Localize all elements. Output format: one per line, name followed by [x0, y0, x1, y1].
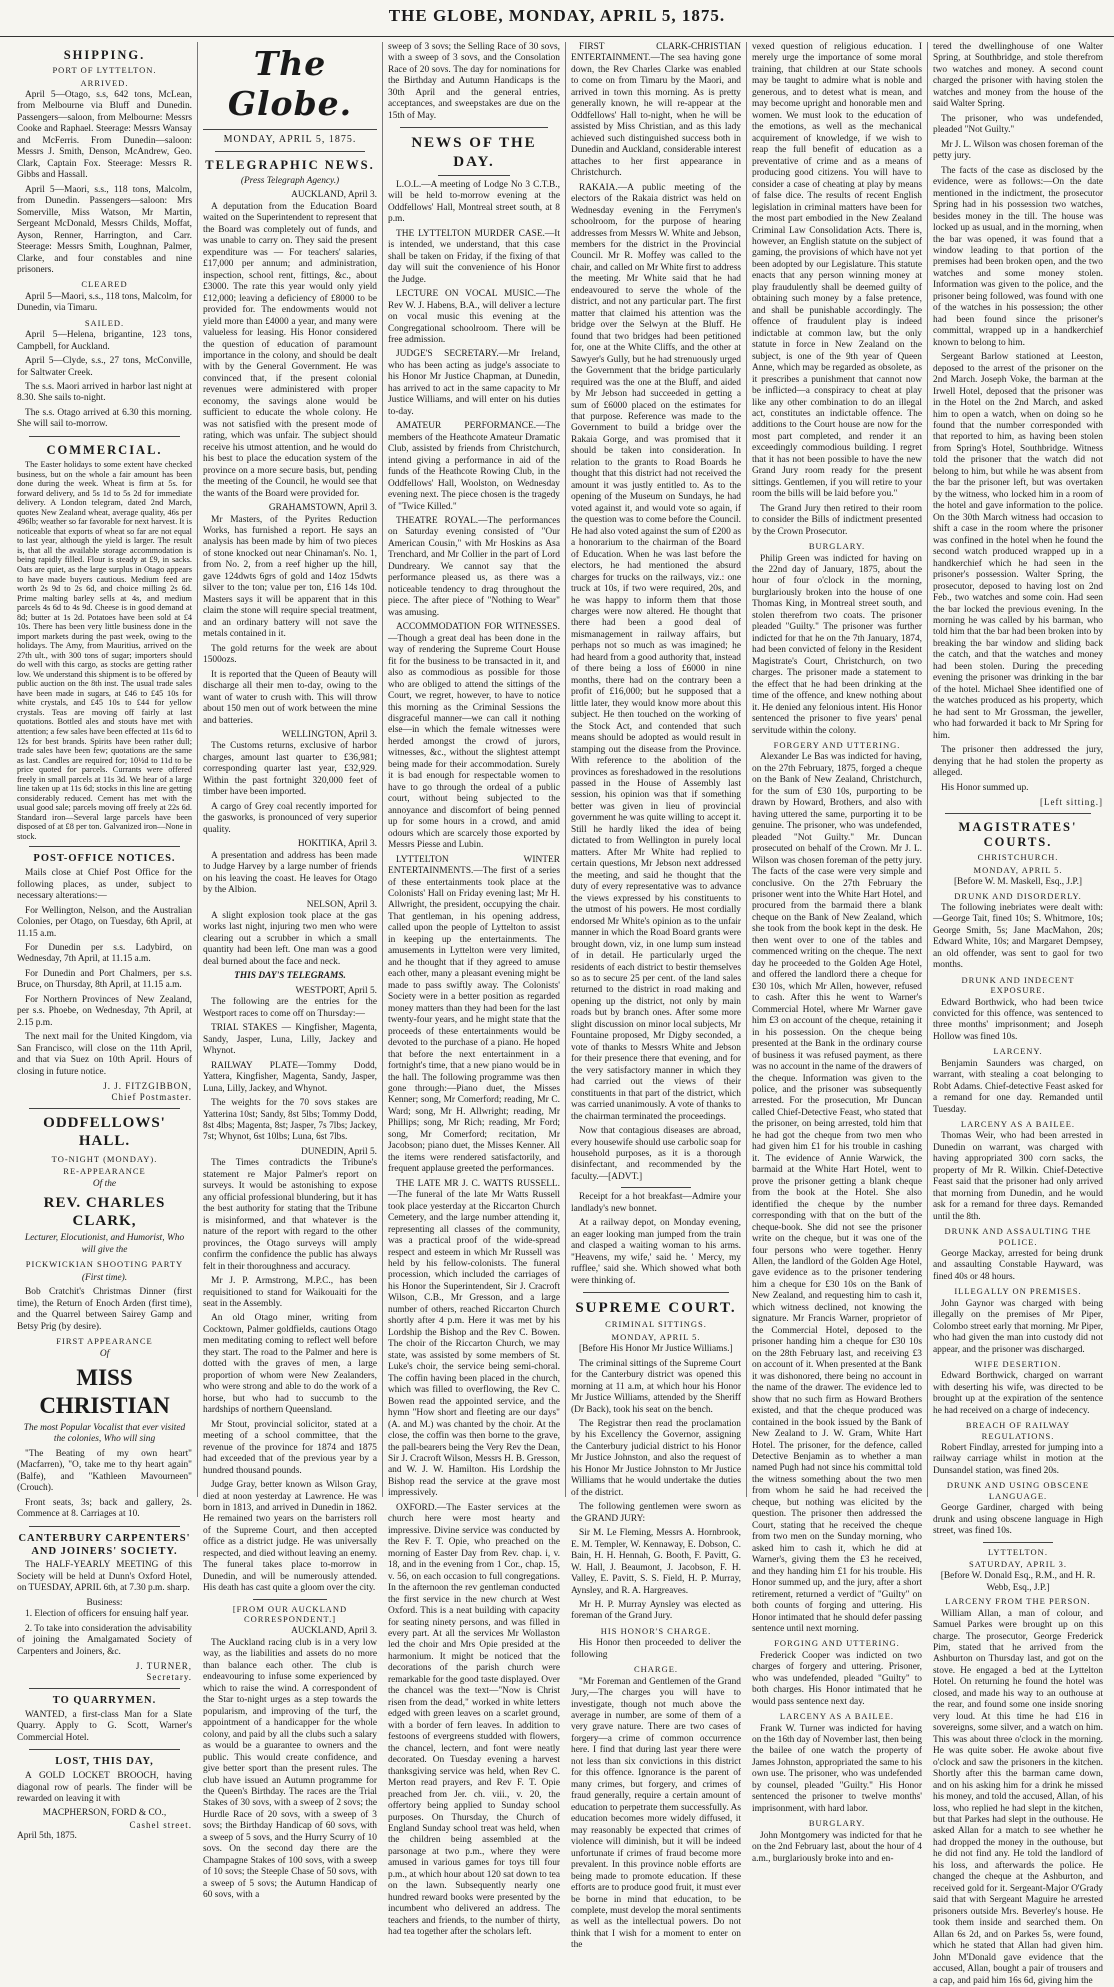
commercial-body: The Easter holidays to some extent have checked business, but on the whole a fair amount has been done during the week. Wheat is firm at 5s. for forward delivery, and 5s 1d to 5s 2d for immediate delivery. A London telegram, dated 2nd March, quotes New Zealand wheat, average quality, 46s per 496lb; weather so far favorable for next harvest. It is noticeable that exports of wheat so far are not equal to last year, although the yield is larger. The result is, that all the available storage accommodation is being rapidly filled. Flour is steady at £9, in sacks. Oats are quiet, as the large surplus in Otago appears to have made buyers cautious. Medium feed are worth 2s 9d to 2s 6d, and choice milling 2s 6d. Prime malting barley sells at 4s, and medium parcels 4s 6d to 4s 9d. Cheese is in good demand at 8d; butter at 1s 2d. Potatoes have been sold at £4 10s. There has been very little business done in the import markets during the past week, owing to the holidays. The Amy, from Mauritius, arrived on the 27th ult., with 300 tons of sugar; importers should do well with this cargo, as stocks are getting rather low. We understand this shipment is to be offered by public auction on the 8th inst. The usual trade sales have been made in sugars, at £46 to £45 10s for white crystals, and £45 10s to £44 for yellow crystals. Teas are moving off fairly at last quotations. Bottled ales and stouts have met with attention; a few sales have been effected at 11s 6d to 12s for best brands. Spirits have been rather dull; trade sales have been few; quotations are the same as last. Candles are required for; 10½d to 11d to be price quoted for parcels. Currants were offered freely in small parcels at 11s 3d. We hear of a large line taken up at 11s 6d; stocks in this line are getting considerably reduced. Cement has met with the usual good sale; parcels moving off freely at 22s 6d. Standard iron—Several large parcels have been disposed of at £8 per ton. Galvanized iron—None in stock. [17, 460, 192, 841]
post-office-para: For Northern Provinces of New Zealand, per s.s. Phoebe, on Wednesday, 7th April, at 2.15 p.m. [17, 994, 192, 1028]
case-body: Benjamin Saunders was charged, on warrant, with stealing a coat belonging to Robt Adams. Chief-detective Feast asked for a remand for one day. Remanded until Tuesday. [933, 1058, 1103, 1115]
telegram-para: The following are the entries for the Westport races to come off on Thursday:— [203, 997, 377, 1019]
telegram-para: A deputation from the Education Board waited on the Superintendent to represent that the Board was completely out of funds, and was unable to carry on. They said the present expenditure was — For teachers' salaries, £17,000 per annum; and administration, inspection, school rent, fittings, &c., about £3000. The rate this year would only yield £12,000; leaving a deficiency of £8000 to be provided for. The endowments would not yield more than £4000 a year, and many were valueless for leasing. His Honor considered the question of education of paramount importance in the colony, and should be dealt with by the General Government. He was convinced that, if the present colonial revenues were administered with proper economy, the savings alone would be sufficient to educate the whole colony. He was not satisfied with the present mode of rating, which was unfair. The subject should receive his utmost attention, and he would do his best to place the education system of the province on a more secure basis, but, pending the meeting of the Council, he would see that the wants of the Board were provided for. [203, 201, 377, 499]
dateline: NELSON, April 3. [306, 899, 377, 910]
case-title: LARCENY AS A BAILEE. [960, 1119, 1076, 1130]
divider [29, 1108, 180, 1109]
post-office-para: The next mail for the United Kingdom, via San Francisco, will close on the 11th April, and that via Suez on 10th April. Hours of closing in future notice. [17, 1032, 192, 1077]
divider [215, 151, 365, 152]
globe-logo: The Globe. [203, 44, 377, 130]
masthead: THE GLOBE, MONDAY, APRIL 5, 1875. [0, 6, 1114, 37]
shipping-note: The s.s. Maori arrived in harbor last night at 8.30. She sails to-night. [17, 382, 192, 404]
agency-note: (Press Telegraph Agency.) [240, 175, 340, 186]
court-para: His Honor then proceeded to deliver the following [571, 1638, 741, 1660]
court-para: [Before His Honor Mr Justice Williams.] [579, 1344, 733, 1355]
shipping-heading: SHIPPING. [63, 48, 146, 62]
news-para: THE LYTTELTON MURDER CASE.—It is intended, we understand, that this case shall be taken on Friday, if the fixing of that day will suit the convenience of his Honor the Judge. [388, 228, 560, 285]
news-para: ACCOMMODATION FOR WITNESSES.—Though a great deal has been done in the way of rendering the Supreme Court House fit for the business to be transacted in it, and also as commodious as possible for those who are obliged to attend the sittings of the Court, we regret, however, to have to notice this morning as the Criminal Sessions the disgraceful manner—we can call it nothing else—in which the female witnesses were herded amongst the crowd of jurors, witnesses, &c., without the slightest attempt being made for their accommodation. Surely it is bad enough for respectable women to have to go through the ordeal of a public court, without being subjected to the annoyance and discomfort of being penned up for some hours in a crowd, and amid odours which are scarcely those exported by Messrs Piesse and Lubin. [388, 622, 560, 851]
carpenters-heading: CANTERBURY CARPENTERS' AND JOINERS' SOCIETY. [18, 1532, 191, 1557]
charge-heading: HIS HONOR'S CHARGE. [600, 1625, 712, 1636]
court-para: The Grand Jury then retired to their room to consider the Bills of indictment presented by the Crown Prosecutor. [752, 503, 922, 537]
news-para: LYTTELTON WINTER ENTERTAINMENTS.—The first of a series of these entertainments took place at the Colonists' Hall on Friday evening last; Mr H. Allwright, the president, occupying the chair. That gentleman, in his opening address, called upon the people of Lyttelton to assist in keeping up the entertainments. The amusements in Lyttelton were very limited, and he thought that if they agreed to amuse each other, many a pleasant evening might be made to pass swiftly away. The Colonists' Society were in a better position as regarded money matters than they had been for the last twenty-four years, and he might state that the proceeds of these entertainments would be devoted to the purchase of a piano. He hoped that before the next entertainment in a fortnight's time, that a new piano would be in the hall. The following programme was then gone through:—Piano duet, the Misses Kenner; song, Mr Comerford; reading, Mr C. Ward; song, Mr H. Allwright; reading, Mr Phillips; song, Mr Rich; reading, Mr Ford; song, Mr Comerford; recitation, Mr Jacobson; piano duet, the Misses Kenner. All the items were rendered satisfactorily, and frequent applause greeted the performances. [388, 854, 560, 1175]
post-office-para: For Dunedin per s.s. Ladybird, on Wednesday, 7th April, at 11.15 a.m. [17, 942, 192, 965]
court-para: Sir M. Le Fleming, Messrs A. Hornbrook, E. M. Templer, W. Kennaway, E. Dobson, C. Bain, H. H. Hennah, G. Booth, F. Pavitt, G. W. Hall, J. Beaumont, J. Jacobson, F. H. Valley, E. Pavitt, S. S. Field, H. P. Murray, Aynsley, and R. A. Hargreaves. [571, 1528, 741, 1596]
magistrates-heading: MAGISTRATES' COURTS. [958, 819, 1078, 850]
case-title: LARCENY. [993, 1046, 1043, 1057]
christchurch-date: MONDAY, APRIL 5. [973, 864, 1063, 875]
business-label: Business: [86, 1597, 123, 1608]
oddfellows-heading: ODDFELLOWS' HALL. [43, 1115, 166, 1150]
court-para: The criminal sittings of the Supreme Court for the Canterbury district was opened this morning at 11 a.m, at which hour his Honor Mr Justice Williams, attended by the Sheriff (Dr Back), took his seat on the bench. [571, 1358, 741, 1415]
lost-street: Cashel street. [129, 1819, 192, 1830]
case-body: George Gardiner, charged with being drunk and using obscene language in High street, was fined 10s. [933, 1503, 1103, 1537]
court-para: tered the dwellinghouse of one Walter Spring, at Southbridge, and stole therefrom two watches and money. A second count charged the prisoner with having stolen the watches and money from the house of the said Walter Spring. [933, 42, 1103, 110]
songs-list: "The Beating of my own heart" (Macfarren), "O, take me to thy heart again" (Balfe), and "Kathleen Mavourneen" (Crouch). [17, 1448, 192, 1494]
news-para: LECTURE ON VOCAL MUSIC.—The Rev W. J. Habens, B.A., will deliver a lecture on vocal music this evening at the Congregational schoolroom. There will be free admission. [388, 289, 560, 345]
divider [621, 1187, 691, 1188]
cleared-label: CLEARED [81, 279, 128, 290]
news-para: JUDGE'S SECRETARY.—Mr Ireland, who has been acting as judge's associate to his Honor Mr Justice Chapman, at Dunedin, has arrived to act in the same capacity to Mr Justice Williams, and will enter on his duties to-day. [388, 349, 560, 417]
post-office-para: Mails close at Chief Post Office for the following places, as under, subject to necessary alterations:— [17, 868, 192, 902]
telegram-para: An old Otago miner, writing from Cocktown, Palmer goldfields, cautions Otago men meditating coming to reflect well before they start. The road to the Palmer and here is dotted with the graves of men, a large proportion of whom were New Zealanders, who were strong and able to do the work of a horse, but who had to succumb to the hardships of northern Queensland. [203, 1313, 377, 1416]
singer-desc: The most Popular Vocalist that ever visited the colonies, Who will sing [23, 1423, 186, 1445]
dateline: WELLINGTON, April 3. [281, 729, 377, 740]
case-body: John Gaynor was charged with being illegally on the premises of Mr Piper, Colombo street early that morning. Mr Piper, who had given the man into custody did not appear, and the prisoner was discharged. [933, 1298, 1103, 1355]
news-para: AMATEUR PERFORMANCE.—The members of the Heathcote Amateur Dramatic Club, assisted by friends from Christchurch, intend giving a performance in aid of the funds of the Heathcote Rowing Club, in the Oddfellows' Hall, Woolston, on Wednesday evening next. The piece chosen is the tragedy of "Twice Killed." [388, 421, 560, 512]
court-para: vexed question of religious education. I merely urge the importance of some moral training, that children at our State schools may be taught to admire what is noble and generous, and to detest what is mean, and may become upright and honorable men and women. We must look to the education of the emotions, as well as the mechanical acquirement of knowledge, if we wish to reap the full benefit of education as a preventative of crime and as a means of producing good citizens. You will have to consider a case of cheating at play by means of false dice. The results of recent English legislation in criminal matters have been for the most part embodied in the New Zealand Criminal Law Consolidation Acts. There is, however, an English statute on the subject of gaming, the provisions of which have not yet been adopted by our Legislature. This statute enacts that any person winning money at play fraudulently shall be deemed guilty of obtaining such money by a false pretence, and shall be punishable accordingly. The offence of fraudulent play is indeed indictable at common law, but the only statute in force in New Zealand on the subject, is one of the 9th year of Queen Anne, which may be regarded as obsolete, as it prescribes a punishment that cannot now be inflicted—a conspiracy to cheat at play like any other combination to do an illegal act, constitutes an indictable offence. The additions to the Court house are now for the most part completed, and render it an exceedingly commodious building. I regret that it has not been possible to have the new Grand Jury room ready for the present sittings. Gentlemen, if you will retire to your room the bills will be laid before you." [752, 42, 922, 500]
cleared-entry: April 5—Maori, s.s., 118 tons, Malcolm, for Dunedin, via Timaru. [17, 291, 192, 314]
divider [29, 1749, 180, 1750]
news-para: RAKAIA.—A public meeting of the electors of the Rakaia district was held on Wednesday evening in the Ferrymen's schoolroom, for the purpose of hearing addresses from Messrs W. White and Jebson, members for the district in the Provincial Council. Mr R. Moffey was called to the chair, and called on Mr White first to address the meeting. Mr White said that he had endeavoured to serve the whole of the district, and not any particular part. The first matter that claimed his attention was the bridge over the Selwyn at the Bluff. He found that two bridges had been petitioned for, one at the White Cliffs, and the other at Sawyer's Gully, but he had strenuously urged the Government that the bridge particularly required was the one at the Bluff, and aided by Mr Jebson had succeeded in getting a sum of £6000 placed on the estimates for that purpose. Reference was made to the Government to build a bridge over the Rakaia Gorge, and was promised that it should be taken into consideration. In relation to the grants to Road Boards he thought that this district had not received the amount it was justly entitled to. As to the opening of the Museum on Sundays, he had voted against it, and would vote so again, if the question was to come before the Council. He had also voted against the sum of £200 as a honorarium to the chairman of the Board of Education. When he was last before the electors, he had mentioned the absurd charges for trucks on the railways, viz.: one truck at 10s, if two were required, 20s, and he was happy to inform them that those charges were now altered. He thought that there had been a good deal of mismanagement in railway affairs, but perhaps not so much as was imagined; he had heard from a good authority that, instead of there being a loss of £6000 in nine months, there had on the contrary been a profit of £16,000; but he supposed that a little later, they would know more about this subject. He then touched on the working of the Stock Act, and contended that such means should be adopted as would result in stamping out the disease from the Province. With reference to the abolition of the provinces as foreshadowed in the resolutions passed in the House of Assembly last session, his opinion was that if something better was given in lieu of provincial government he was quite willing to accept it. Still he hardly liked the idea of being dictated to from Wellington in purely local matters. After Mr White had replied to certain questions, Mr Jebson next addressed the meeting, and said he thought that the duty of every representative was to advance the views expressed by his constituents to the utmost of his powers. He most cordially endorsed Mr White's opinion as to the unfair manner in which the Road Board grants were brought down, viz, in one lump sum instead of in detail. He particularly urged the residents of each district to bestir themselves so as to secure 25 per cent. of the land sales returned to the district in road making and opening up the district, not only by main roads but by branch ones. After some more slight discussion on minor local subjects, Mr Fountaine proposed, Mr Digby seconded, a vote of thanks to Messrs White and Jebson for their presence there that evening, and for the very satisfactory manner in which they had carried out the views of their constituents in that part of the district, which was carried unanimously. A vote of thanks to the chairman terminated the proceedings. [571, 182, 741, 1122]
court-date: MONDAY, APRIL 5. [611, 1331, 701, 1342]
case-title: FORGING AND UTTERING. [774, 1638, 900, 1649]
case-title: LARCENY FROM THE PERSON. [945, 1596, 1091, 1607]
arrival-entry: April 5—Otago, s.s, 642 tons, McLean, from Melbourne via Bluff and Dunedin. Passengers—saloon, from Melbourne: Messrs Cooke and Raphael. Steerage: Messrs Wansay and McFerris. From Dunedin—saloon: Messrs J. Smith, Denson, McAndrew, Geo. Clark, Captain Fox. Steerage: Messrs R. Gibbs and Hassall. [17, 89, 192, 181]
case-title: WIFE DESERTION. [974, 1359, 1062, 1370]
auckland-body: The Auckland racing club is in a very low way, as the liabilities and assets do no more than balance each other. The club is endeavouring to infuse some experienced by which to raise the wind. A correspondent of the Star to-night urges as a step towards the popularism, and improving of the turf, the appointment of a handicapper for the whole colony, and paid by all the clubs such a salary as would be a guarantee to owners and the public. This would create confidence, and give better sport than the present rules. The club have issued an Autumn programme for the Queen's Birthday. The races are the Trial Stakes of 30 sovs, with a sweep of 2 sovs; the Hurdle Race of 20 sovs, with a sweep of 3 sovs; the Birthday Handicap of 60 sovs, with a sweep of 5 sovs, and the Hurry Scurry of 10 sovs. On the second day there are the Champagne Stakes of 100 sovs, with a sweep of 10 sovs; the Steeple Chase of 50 sovs, with a sweep of 5 sovs; the Autumn Handicap of 60 sovs, with a [203, 1637, 377, 1901]
lost-body: A GOLD LOCKET BROOCH, having diagonal row of pearls. The finder will be rewarded on leaving it with [17, 1771, 192, 1804]
carpenters-body: The HALF-YEARLY MEETING of this Society will be held at Dunn's Oxford Hotel, on TUESDAY, APRIL 6th, at 7.30 p.m. sharp. [17, 1560, 192, 1594]
post-office-para: For Wellington, Nelson, and the Australian Colonies, per Otago, on Tuesday, 6th April, at 11.15 a.m. [17, 905, 192, 939]
divider [29, 846, 180, 847]
column-1 [12, 42, 197, 1841]
telegram-para: The weights for the 70 sovs stakes are Yatterina 10st; Sandy, 8st 5lbs; Tommy Dodd, 8st 4lbs; Magenta, 8st; Jasper, 7s 7lbs; Jackey, 7st; Whynot, 6st 10lbs; Luna, 6st 7lbs. [203, 1098, 377, 1143]
charge-label: CHARGE. [633, 1664, 679, 1675]
divider [583, 1292, 729, 1293]
secretary-name: J. TURNER, [135, 1661, 192, 1672]
criminal-sittings: CRIMINAL SITTINGS. [605, 1319, 707, 1330]
todays-telegrams-heading: THIS DAY'S TELEGRAMS. [234, 971, 346, 982]
telegram-para: The gold returns for the week are about 1500ozs. [203, 643, 377, 666]
court-para: The prisoner, who was undefended, pleaded "Not Guilty." [933, 113, 1103, 136]
court-para: Mr H. P. Murray Aynsley was elected as foreman of the Grand Jury. [571, 1600, 741, 1622]
telegram-para: It is reported that the Queen of Beauty will discharge all their men to-day, owing to the want of water to crush with. This will throw about 150 men out of work between the mine and batteries. [203, 669, 377, 726]
telegram-para: The Times contradicts the Tribune's statement re Major Palmer's report on surveys. It would be astonishing to expose any official professional blundering, but it has the best authority for stating that the Tribune is misinformed, and that whatever is the nature of the report with regard to the other provinces, the Otago surveys will amply confirm the confidence the public has always felt in their thoroughness and accuracy. [203, 1158, 377, 1272]
case-body: Philip Green was indicted for having on the 22nd day of January, 1875, about the hour of four o'clock in the morning, burglariously broken into the house of one Thomas King, in Montreal street south, and stolen therefrom two coats. The prisoner pleaded "Guilty." The prisoner was further indicted for that he on the 7th January, 1874, had been convicted of felony in the Resident Magistrate's Court, Christchurch, on two charges. The prisoner made a statement to the effect that he had been drinking at the time of the offence, and knew nothing about it. He denied any felonious intent. His Honor sentenced the prisoner to five years' penal servitude within the colony. [752, 553, 922, 736]
case-title: BURGLARY. [808, 541, 866, 552]
telegram-para: A slight explosion took place at the gas works last night, injuring two men who were clearing out a scrubber in which a small quantity had been left. One man was a good deal burned about the face and neck. [203, 911, 377, 967]
court-para: The facts of the case as disclosed by the evidence, were as follows:—On the date mentioned in the indictment, the prosecutor Spring had in his possession two watches, besides money in the till. The house was locked up as usual, and in the morning, when the bar was opened, it was found that a window leading to that portion of the premises had been broken open, and the two watches and some money stolen. Information was given to the police, and the prisoner being followed, was found with one of the watches in his possession; the other had been found since the prisoner's committal, wrapped up in a handkerchief known to belong to him. [933, 165, 1103, 348]
column-5 [746, 42, 927, 1864]
case-body: Thomas Weir, who had been arrested in Dunedin on warrant, was charged with having appropriated 300 corn sacks, the property of Mr R. Wilkin. Chief-Detective Feast said that the prisoner had only arrived that morning from Dunedin, and he would ask for a remand for three days. Remanded until the 8th. [933, 1131, 1103, 1222]
dateline: AUCKLAND, April 3. [291, 190, 377, 201]
news-para: FIRST CLARK-CHRISTIAN ENTERTAINMENT.—The sea having gone down, the Rev Charles Clarke was enabled to come on from Timaru by the Maori, and arrived in town this morning. As is pretty generally known, he will re-appear at the Oddfellows' Hall to-night, when he will be assisted by Miss Christian, and as this lady achieved such distinguished success both in Dunedin and Auckland, considerable interest attaches to her first appearance in Christchurch. [571, 42, 741, 179]
of-the-label: Of the [92, 1179, 117, 1190]
business-item: 2. To take into consideration the advisability of joining the Amalgamated Society of Carpenters and Joiners, &c. [17, 1623, 192, 1657]
lecturer-name: REV. CHARLES CLARK, [43, 1194, 166, 1230]
quarrymen-body: WANTED, a first-class Man for a Slate Quarry. Apply to G. Scott, Warner's Commercial Hotel. [17, 1709, 192, 1743]
business-item: 1. Election of officers for ensuing half year. [25, 1609, 189, 1620]
news-para: THEATRE ROYAL.—The performances on Saturday evening consisted of "Our American Cousin," with Mr Hoskins as Asa Trenchard, and Mr Collier in the part of Lord Dundreary. We cannot say that the performance pleased us, as there was a noticeable tendency to drag throughout the piece. The after piece of "Nothing to Wear" was amusing. [388, 516, 560, 618]
telegram-para: The Customs returns, exclusive of harbor charges, amount last quarter to £36,981; corresponding quarter last year, £32,929. Within the past fortnight 320,000 feet of timber have been imported. [203, 741, 377, 798]
court-para: "Mr Foreman and Gentlemen of the Grand Jury,—The charges you will have to investigate, though not much above the average in number, are some of them of a very grave nature. There are two cases of forgery—a crime of common occurrence here. I find that during last year there were not less than six convictions in this district for this offence. Ignorance is the parent of many crimes, but forgery, and crimes of fraud generally, require a certain amount of education to perpetrate them successfully. As education becomes more widely diffused, it may reasonably be expected that crimes of violence will diminish, but it will be indeed unfortunate if crimes of fraud become more prevalent. In this province noble efforts are being made to promote education. If these efforts are to produce good fruit, it must ever be borne in mind that education, to be complete, must develop the moral sentiments as well as the intellectual powers. Do not think that I wish for a moment to enter on the [571, 1676, 741, 1951]
issue-date: MONDAY, APRIL 5, 1875. [223, 133, 357, 145]
court-para: Sergeant Barlow stationed at Leeston, deposed to the arrest of the prisoner on the 2nd March. Joseph Voke, the barman at the Irwell Hotel, deposed that the prisoner was in the Hotel on the 2nd March, and asked him to open a watch, when on doing so he found that the number corresponded with that reported to him, as having been stolen from Spring's Hotel, Southbridge. Witness told the prisoner that the watch did not belong to him, but while he was absent from the bar the prisoner left, but was overtaken by the witness, who locked him in a room of the hotel and gave information to the police. On the 30th March witness had occasion to shift a case in the room where the prisoner was confined in the hotel when he found the second watch produced wrapped up in a handkerchief which he had seen in the prisoner's possession. Walter Spring, the prosecutor, deposed to having lost on 2nd Feb., two watches and some coin. Had seen the bar locked the previous evening. In the morning he was called by his barman, who told him that the bar had been broken into by breaking the bar window and sliding back the catch, and that the watches and money had been stolen. During the preceding evening the prisoner was drinking in the bar of the hotel. Michael Shee identified one of the watches produced as his property, which he had sent to Mr Grossman, the jeweller, who had forwarded it back to Mr Spring for him. [933, 352, 1103, 741]
case-body: John Montgomery was indicted for that he on the 2nd February last, about the hour of 4 a.m., burglariously broke into and en- [752, 1830, 922, 1864]
sailed-label: SAILED. [84, 317, 125, 328]
program-text: Bob Cratchit's Christmas Dinner (first time), the Return of Enoch Arden (first time), and the Quarrel between Sairey Gamp and Betsy Prig (by desire). [17, 1287, 192, 1332]
shipping-note: The s.s. Otago arrived at 6.30 this morning. She will sail to-morrow. [17, 407, 192, 430]
case-title: FORGERY AND UTTERING. [773, 740, 901, 751]
quarrymen-heading: TO QUARRYMEN. [52, 1695, 157, 1707]
case-title: ILLEGALLY ON PREMISES. [954, 1286, 1082, 1297]
news-para: L.O.L.—A meeting of Lodge No 3 C.T.B., will be held to-morrow evening at the Oddfellows' Hall, Montreal street south, at 8 p.m. [388, 179, 560, 225]
dateline: AUCKLAND, April 3. [291, 1626, 377, 1637]
reappearance-label: RE-APPEARANCE [63, 1166, 146, 1177]
dateline: DUNEDIN, April 5. [300, 1146, 377, 1157]
case-body: Edward Borthwick, charged on warrant with deserting his wife, was directed to be brought up at the expiration of the sentence he had received on a charge of indecency. [933, 1371, 1103, 1416]
telegram-para: TRIAL STAKES — Kingfisher, Magenta, Sandy, Jasper, Luna, Lilly, Jackey and Whynot. [203, 1023, 377, 1057]
news-heading: NEWS OF THE DAY. [411, 135, 537, 170]
case-body: Robert Findlay, arrested for jumping into a railway carriage whilst in motion at the Dunsandel station, was fined 20s. [933, 1443, 1103, 1476]
divider [983, 1542, 1053, 1543]
lost-date: April 5th, 1875. [17, 1830, 77, 1841]
telegram-para: A cargo of Grey coal recently imported for the gasworks, is pronounced of very superior quality. [203, 801, 377, 835]
news-para: Now that contagious diseases are abroad, every housewife should use carbolic soap for household purposes, as it is a thorough disinfectant, and recommended by the faculty.—[ADVT.] [571, 1126, 741, 1182]
court-para: The Registrar then read the proclamation by his Excellency the Governor, assigning the Canterbury judicial district to his Honor Mr Justice Johnston, and also the request of his Honor Mr Justice Johnston to Mr Justice Williams that he would undertake the duties of the district. [571, 1418, 741, 1498]
news-para: THE LATE MR J. C. WATTS RUSSELL.—The funeral of the late Mr Watts Russell took place yesterday at the Riccarton Church Cemetery, and the large number attending it, representing all classes of the community, was a practical proof of the wide-spread respect and esteem in which Mr Russell was held by his fellow-colonists. The funeral procession, which included the carriages of his Honor the Superintendent, Sir J. Cracroft Wilson, C.B., Mr Gresson, and a large number of others, reached Riccarton Church shortly after 4 p.m. Here it was met by his Lordship the Bishop and the Rev C. Bowen. The choir of the Riccarton Church, we may state, was assisted by some members of St. Luke's choir, the service being semi-choral. The coffin having been placed in the church, which was filled to overflowing, the Rev C. Bowen read the appointed service, and the hymn "How short and fleeting are our days" (A. and M.) was chanted by the choir. At the close, the coffin was then borne to the grave, the pall-bearers being the Very Rev the Dean, Sir J. Cracroft Wilson, Messrs H. B. Gresson, and W. J. W. Hamilton. His Lordship the Bishop read the service at the grave most impressively. [388, 1178, 560, 1499]
lyttelton-date: SATURDAY, APRIL 3. [969, 1558, 1067, 1569]
divider [253, 1599, 327, 1600]
entertainment-title: PICKWICKIAN SHOOTING PARTY [25, 1259, 184, 1270]
divider [29, 1688, 180, 1689]
lost-heading: LOST, THIS DAY, [55, 1756, 154, 1768]
christchurch-bench: [Before W. M. Maskell, Esq., J.P.] [953, 877, 1083, 888]
dateline: WESTPORT, April 5. [295, 985, 377, 996]
telegram-para: Mr J. P. Armstrong, M.P.C., has been requisitioned to stand for Waikouaiti for the seat in the Assembly. [203, 1276, 377, 1309]
arrived-label: ARRIVED. [80, 77, 129, 88]
case-title: DRUNK AND USING OBSCENE LANGUAGE. [946, 1480, 1090, 1501]
case-body: Alexander Le Bas was indicted for having, on the 27th February, 1875, forged a cheque on the Bank of New Zealand, Christchurch, for the sum of £30 10s, purporting to be drawn by Howard, Brothers, and also with having uttered the same, purporting it to be genuine. The prisoner, who was undefended, pleaded "Not Guilty." Mr. Duncan prosecuted on behalf of the Crown. Mr J. L. Wilson was chosen foreman of the petty jury. The facts of the case were very simple and conclusive. On the 27th February the prisoner went into the White Hart Hotel, and procured from the barmaid there a blank cheque on the Bank of New Zealand, which she took from the book kept in the desk. He then went over to one of the tables and commenced writing on the cheque. The next day he proceeded to the Golden Age Hotel, and offered the landlord there a cheque for £30 10s, which Mr Allen, however, refused to cash. After this he went to Warner's Commercial Hotel, where Mr Warner gave him £3 on account of the cheque, retaining it in his possession. On the cheque being presented at the Bank in the ordinary course of business it was refused payment, as there was no account in the name of the drawers of the cheque. Information was given to the police, and the prisoner was subsequently arrested. For the prosecution, Mr Duncan called Chief-Detective Feast, who stated that the prisoner, on being arrested, told him that he had got the cheque from two men who had given him £1 for his trouble in cashing it. The evidence of Annie Warwick, the barmaid at the White Hart Hotel, went to prove the prisoner getting a blank cheque from the book at the Hotel. She also identified the cheque by the number corresponding with that on the butt of the cheque-book. She did not see the prisoner write on the cheque, but it was one of the four persons who were together. Henry Allen, the landlord of the Golden Age Hotel, gave evidence as to the prisoner tendering him a cheque for £30 10s on the Bank of New Zealand, and requesting him to cash it, which witness declined, not knowing the signature. Mr Francis Warner, proprietor of the Commercial Hotel, deposed to the prisoner handing him a cheque for £30 10s on the 28th February last, and receiving £3 on account of it. When presented at the Bank it was dishonored, there being no account in the name of the drawer. The evidence led to show that no such firm as Howard Brothers existed, and that the cheque produced was contained in the book issued by the Bank of New Zealand to J. W. Gram, White Hart Hotel. The prisoner, for the defence, called Detective Benjamin as to whether a man named Pugh had not since his committal told the witness something about the two men from whom he said he had received the cheque, but nothing was elicited by the question. The prisoner then addressed the Court, stating that he received the cheque from two men on the Sunday morning, who asked him to cash it, which he did at Warner's, giving them the £3 he received, and they handing him £1 for his trouble. His Honor summed up, and the jury, after a short retirement, returned a verdict of "Guilty" on both counts of forging and uttering. His Honor intimated that he should defer passing sentence until next morning. [752, 752, 922, 1634]
telegram-para: Judge Gray, better known as Wilson Gray, died at noon yesterday at Lawrence. He was born in 1813, and arrived in Dunedin in 1862. He remained two years on the barristers roll of the Supreme Court, and then accepted office as a district judge. He was universally respected, and died without leaving an enemy. The funeral takes place to-morrow in Dunedin, and will be numerously attended. His death has cast quite a gloom over the city. [203, 1480, 377, 1594]
post-office-para: For Dunedin and Port Chalmers, per s.s. Bruce, on Thursday, 8th April, at 11.15 a.m. [17, 968, 192, 991]
case-title: DRUNK AND INDECENT EXPOSURE. [961, 974, 1075, 996]
column-6 [927, 42, 1108, 1986]
case-title: BREACH OF RAILWAY REGULATIONS. [965, 1420, 1071, 1441]
case-title: DRUNK AND ASSAULTING THE POLICE. [944, 1226, 1092, 1247]
lyttelton-bench: [Before W. Donald Esq., R.M., and H. R. Webb, Esq., J.P.] [940, 1571, 1096, 1593]
court-para: Mr J. L. Wilson was chosen foreman of the petty jury. [933, 139, 1103, 162]
divider [438, 175, 510, 176]
court-para: The following gentlemen were sworn as the GRAND JURY: [571, 1502, 741, 1524]
continued-text: sweep of 3 sovs; the Selling Race of 30 sovs, with a sweep of 3 sovs, and the Consolation Race of 20 sovs. The day for nominations for the Birthday and Autumn Handicaps is the 30th April and the general entries, acceptances, and sweepstakes are due on the 15th of May. [388, 42, 560, 121]
case-body: George Mackay, arrested for being drunk and assaulting Constable Hayward, was fined 40s or 48 hours. [933, 1248, 1103, 1282]
arrival-entry: April 5—Maori, s.s., 118 tons, Malcolm, from Dunedin. Passengers—saloon: Mrs Somerville, Miss Watson, Mr Martin, Sergeant McDonald, Messrs Childs, Moffat, Ayson, Renner, Harrington, and Carr. Steerage: Messrs Smith, Loughnan, Palmer, Clarke, and four constables and nine prisoners. [17, 184, 192, 275]
lost-firm: MACPHERSON, FORD & CO., [42, 1808, 167, 1819]
dateline: GRAHAMSTOWN, April 3. [268, 503, 377, 514]
case-title: DRUNK AND DISORDERLY. [954, 890, 1082, 901]
sailed-entry: April 5—Clyde, s.s., 27 tons, McConville, for Saltwater Creek. [17, 356, 192, 378]
case-title: BURGLARY. [808, 1818, 866, 1829]
case-title: LARCENY AS A BAILEE. [779, 1711, 895, 1722]
column-3 [382, 42, 565, 1938]
secretary-title: Secretary. [146, 1672, 192, 1683]
case-body: Edward Borthwick, who had been twice convicted for this offence, was sentenced to three months' imprisonment; and Joseph Hollow was fined 10s. [933, 997, 1103, 1042]
telegram-para: Mr Stout, provincial solicitor, stated at a meeting of a school committee, that the revenue of the province for 1874 and 1875 had exceeded that of the previous year by a hundred thousand pounds. [203, 1419, 377, 1476]
news-para: OXFORD.—The Easter services at the church here were most hearty and impressive. Divine service was conducted by the Rev F. T. Opie, who preached on the morning of Easter Day from Rev. chap. i, v. 18, and in the evening from 1 Cor., chap. 15, v. 56, on each occasion to full congregations. In the afternoon the rev gentleman conducted the first service in the new church at West Oxford. This is a neat building with capacity for seating ninety persons, and was filled in every part. At all the services Mr Wollaston led the choir and Mrs Opie presided at the harmonium. It might be noticed that the decorations of the parish church were remarkable for the good taste displayed. Over the chancel was the text—"Now is Christ risen from the dead," worked in white letters edged with green leaves on a scarlet ground, with a border of fern leaves. In addition to festoons of evergreens studded with flowers, the chancel, lectern, and font were neatly decorated. On Tuesday evening a harvest thanksgiving service was held, when Rev C. Merton read prayers, and Rev F. T. Opie preached from Jer. ch. viii., v. 20, the offertory being applied to Sunday school purposes. On Thursday, the Church of England Sunday school treat was held, when the children being assembled at the parsonage at two p.m., where they were amused in various games for toys till four p.m., at which hour about 120 sat down to tea on the lawn. Subsequently nearly one hundred reward books were presented by the incumbent who delivered an address. The teachers and friends, to the number of thirty, had tea together after the scholars left. [388, 1502, 560, 1938]
commercial-heading: COMMERCIAL. [46, 442, 163, 457]
divider [945, 813, 1091, 814]
case-body: Frank W. Turner was indicted for having on the 16th day of November last, then being the bailee of one watch the property of James Johnston, appropriated the same to his own use. The prisoner, who was undefended by counsel, pleaded "Guilty." His Honor sentenced the prisoner to twelve months' imprisonment, with hard labor. [752, 1723, 922, 1814]
post-office-heading: POST-OFFICE NOTICES. [33, 853, 176, 865]
supreme-court-heading: SUPREME COURT. [575, 1300, 737, 1317]
news-para: Receipt for a hot breakfast—Admire your landlady's new bonnet. [571, 1192, 741, 1214]
first-time-note: (First time). [81, 1272, 128, 1283]
divider [29, 436, 180, 437]
sailed-entry: April 5—Helena, brigantine, 123 tons, Campbell, for Auckland. [17, 330, 192, 352]
divider [29, 1526, 180, 1527]
first-appearance-label: FIRST APPEARANCE [56, 1336, 153, 1347]
oddfellows-when: TO-NIGHT (MONDAY). [51, 1153, 158, 1164]
column-4 [565, 42, 746, 1951]
postmaster-name: J. J. FITZGIBBON, [103, 1081, 192, 1092]
news-para: At a railway depot, on Monday evening, an eager looking man jumped from the train and clasped a waiting woman to his arms. "Heavens, my wife,' said he. ' Mercy, my rufflee,' said she. Which showed what both were thinking of. [571, 1218, 741, 1286]
lecturer-roles: Lecturer, Elocutionist, and Humorist, Who will give the [24, 1233, 185, 1255]
court-para: The prisoner then addressed the jury, denying that he had stolen the property as alleged. [933, 745, 1103, 779]
telegram-para: Mr Masters, of the Pyrites Reduction Works, has furnished a report. He says an analysis has been made by him of two pieces of stone knocked out near Chinaman's. No. 1, from No. 2, from a reef higher up the hill, gave 124dwts 6grs of gold and 14oz 15dwts silver to the ton; value per ton, £16 14s 10d. Masters says it will be apparent that in this claim the stone will require special treatment, and an ordinary battery will not save the metals contained in it. [203, 514, 377, 640]
column-2 [197, 42, 382, 1901]
dateline: HOKITIKA, April 3. [297, 839, 377, 850]
case-body: The following inebriates were dealt with:—George Tait, fined 10s; S. Whitmore, 10s; George Smith, 5s; Jane MacMahon, 20s; Edward White, 10s; and Margaret Dempsey, an old offender, was sent to gaol for two months. [933, 903, 1103, 971]
case-body: Frederick Cooper was indicted on two charges of forgery and uttering. Prisoner, who was undefended, pleaded "Guilty" to both charges. His Honor intimated that he would pass sentence next day. [752, 1650, 922, 1707]
left-sitting: [Left sitting.] [1040, 797, 1103, 807]
case-body: William Allan, a man of colour, and Samuel Parkes were brought up on this charge. The prosecutor, George Frederick Pim, stated that he arrived from the Ashburton on Thursday last, and got on the stove. He engaged a bed at the Lyttelton Hotel. On returning he found the hotel was closed, and made his way to an outhouse at the rear, and found some one inside snoring very loud. At this time he had £16 in sovereigns, some silver, and a watch on him. This was about three o'clock in the morning. He was quite sober. He awoke about five o'clock and saw the prisoners in the kitchen. Shortly after this the barman came down, and on his asking him for a drink he missed his money, and told the accused, Allan, of his loss, who replied he had slept in the kitchen, but that Parkes had slept in the outhouse. He asked Allan for a match to see whether he had dropped the money in the outhouse, but he did not find any. He told the landlord of his loss, and afterwards the police. He changed the cheque at the Ashburton, and received gold for it. Sergeant-Major O'Grady said that with Sergeant Maguire he arrested prisoners outside Mrs. Beverley's house. He took them inside and searched them. On Allan 6s 2d, and on Parkes 5s, were found, which he stated that Allan had given him. John M'Donald gave evidence that the accused, Allan, bought a pair of trousers and a cap, and paid him 16s 6d, giving him the [933, 1608, 1103, 1986]
telegraphic-heading: TELEGRAPHIC NEWS. [205, 157, 375, 172]
ticket-prices: Front seats, 3s; back and gallery, 2s. Commence at 8. Carriages at 10. [17, 1497, 192, 1520]
christchurch-heading: CHRISTCHURCH. [977, 852, 1059, 863]
telegram-para: RAILWAY PLATE—Tommy Dodd, Yattera, Kingfisher, Magenta, Sandy, Jasper, Luna, Lilly, Jackey, and Whynot. [203, 1060, 377, 1094]
divider [400, 127, 548, 128]
singer-name: MISS CHRISTIAN [39, 1364, 170, 1418]
court-para: His Honor summed up. [941, 782, 1029, 793]
postmaster-title: Chief Postmaster. [111, 1092, 192, 1103]
telegram-para: A presentation and address has been made to Judge Harvey by a large number of friends on his leaving the coast. He leaves for Otago by the Albion. [203, 850, 377, 896]
shipping-port: PORT OF LYTTELTON. [52, 65, 157, 76]
correspondent-note: [FROM OUR AUCKLAND CORRESPONDENT.] [232, 1603, 348, 1625]
of-label: Of [99, 1349, 110, 1360]
lyttelton-heading: LYTTELTON. [988, 1546, 1048, 1557]
